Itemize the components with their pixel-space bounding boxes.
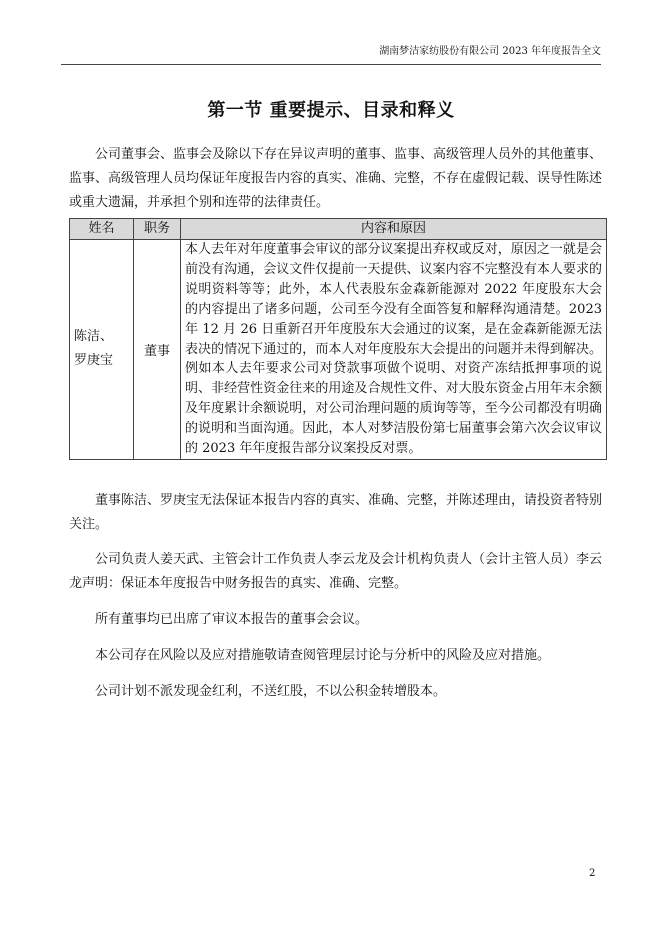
- table-row: [70, 240, 607, 460]
- attendance-paragraph: 所有董事均已出席了审议本报告的董事会会议。: [95, 612, 369, 627]
- dissent-table: [69, 218, 607, 460]
- director-role-cell: 董事: [134, 240, 181, 460]
- responsible-persons-paragraph: 公司负责人姜天武、主管会计工作负责人李云龙及会计机构负责人（会计主管人员）李云龙声明：保证本年度报告中财务报告的真实、准确、完整。: [69, 552, 603, 591]
- page-number: 2: [589, 868, 596, 879]
- dividend-paragraph: 公司计划不派发现金红利，不送红股，不以公积金转增股本。: [95, 684, 447, 699]
- directors-note-paragraph: 董事陈洁、罗庚宝无法保证本报告内容的真实、准确、完整，并陈述理由，请投资者特别关注。: [69, 493, 603, 532]
- section-title: 第一节 重要提示、目录和释义: [207, 100, 455, 121]
- dissent-reason-cell: 本人去年对年度董事会审议的部分议案提出弃权或反对，原因之一就是会前没有沟通，会议文件仅提前一天提供、议案内容不完整没有本人要求的说明资料等等；此外，本人代表股东金森新能源对 2022 年度股东大会的内容提出了诸多问题，公司至今没有全面答复和解释沟通清楚。2023 年 12 月 26 日重新召开年度股东大会通过的议案，是在金森新能源无法表决的情况下通过的，而本人对年度股东大会提出的问题并未得到解决。例如本人去年要求公司对贷款事项做个说明、对资产冻结抵押事项的说明、非经营性资金往来的用途及合规性文件、对大股东资金占用年末余额及年度累计余额说明，对公司治理问题的质询等等，至今公司都没有明确的说明和当面沟通。因此，本人对梦洁股份第七届董事会第六次会议审议的 2023 年年度报告部分议案投反对票。: [181, 240, 607, 460]
- director-names-cell: [70, 240, 134, 460]
- column-header-name: 姓名: [70, 219, 134, 240]
- intro-paragraph: 公司董事会、监事会及除以下存在异议声明的董事、监事、高级管理人员外的其他董事、监事、高级管理人员均保证年度报告内容的真实、准确、完整，不存在虚假记载、误导性陈述或重大遗漏，并承担个别和连带的法律责任。: [69, 147, 603, 210]
- column-header-reason: 内容和原因: [181, 219, 607, 240]
- header-company-report-title: 湖南梦洁家纺股份有限公司 2023 年年度报告全文: [379, 46, 601, 57]
- table-header-row: [70, 219, 607, 240]
- director-name-1: 陈洁、: [74, 329, 114, 345]
- page-header: [61, 46, 601, 65]
- risk-paragraph: 本公司存在风险以及应对措施敬请查阅管理层讨论与分析中的风险及应对措施。: [95, 648, 551, 663]
- column-header-role: 职务: [134, 219, 181, 240]
- director-name-2: 罗庚宝: [74, 353, 114, 369]
